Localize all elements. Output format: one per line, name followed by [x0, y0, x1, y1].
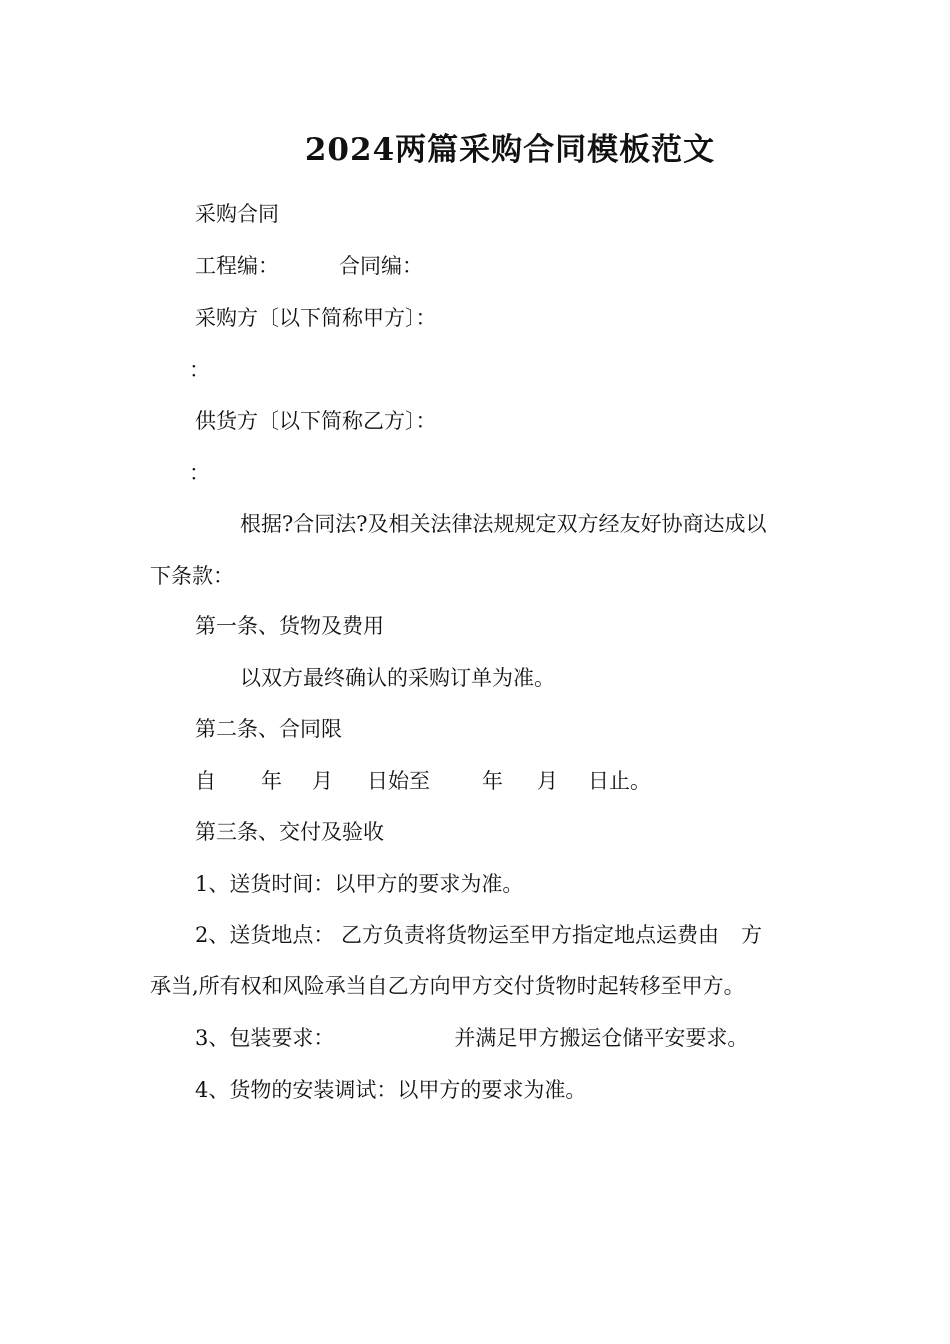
- delivery-location-continuation: 承当,所有权和风险承当自乙方向甲方交付货物时起转移至甲方。: [150, 974, 745, 998]
- supplier-line: 供货方〔以下简称乙方〕：: [195, 409, 437, 433]
- period-year-1: 年: [261, 769, 282, 793]
- document-title: 2024两篇采购合同模板范文: [304, 132, 716, 168]
- supplier-colon-line: ：: [189, 461, 210, 485]
- contract-number-label: 合同编：: [339, 254, 423, 278]
- period-month-2: 月: [537, 769, 558, 793]
- heading-purchase-contract: 采购合同: [195, 202, 279, 226]
- preamble-line-2: 下条款：: [150, 564, 234, 588]
- buyer-colon-line: ：: [189, 358, 210, 382]
- period-from: 自: [195, 769, 216, 793]
- article-2-heading: 第二条、合同限: [195, 717, 342, 741]
- delivery-location-item: [195, 921, 762, 949]
- article-1-body: 以双方最终确认的采购订单为准。: [240, 666, 555, 690]
- period-day-end: 日止。: [588, 769, 651, 793]
- packaging-label: 3、包装要求：: [195, 1026, 335, 1050]
- period-year-2: 年: [482, 769, 503, 793]
- article-1-heading: 第一条、货物及费用: [195, 614, 384, 638]
- article-3-heading: 第三条、交付及验收: [195, 820, 384, 844]
- packaging-item: [195, 1024, 748, 1052]
- contract-period-line: [195, 767, 651, 795]
- delivery-location-party: 方: [741, 923, 763, 947]
- project-number-label: 工程编：: [195, 254, 279, 278]
- installation-item: 4、货物的安装调试：以甲方的要求为准。: [195, 1078, 587, 1102]
- project-contract-number-line: [195, 252, 423, 280]
- delivery-time-item: 1、送货时间：以甲方的要求为准。: [195, 872, 524, 896]
- delivery-location-text: 2、送货地点： 乙方负责将货物运至甲方指定地点运费由: [195, 923, 720, 947]
- packaging-text: 并满足甲方搬运仓储平安要求。: [454, 1026, 749, 1050]
- preamble-line-1: 根据?合同法?及相关法律法规规定双方经友好协商达成以: [240, 512, 767, 536]
- period-day-start: 日始至: [367, 769, 430, 793]
- buyer-line: 采购方〔以下简称甲方〕：: [195, 306, 437, 330]
- period-month-1: 月: [312, 769, 333, 793]
